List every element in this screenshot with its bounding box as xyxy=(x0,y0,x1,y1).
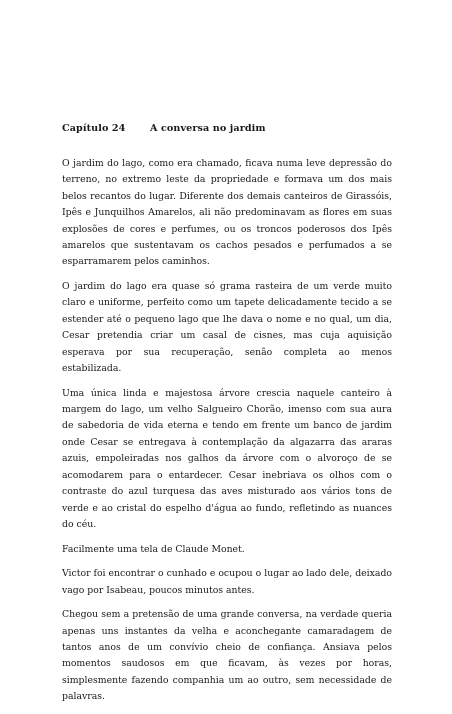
chapter-title: A conversa no jardim xyxy=(150,123,266,134)
paragraph: Chegou sem a pretensão de uma grande conversa, na verdade queria apenas uns instantes da velha e aconchegante camaradagem de tantos anos de um convívio cheio de confiança. Ansiava pelos momentos saudosos em que ficavam, às vezes por horas, simplesmente fazendo companhia um ao outro, sem necessidade de palavras. xyxy=(62,609,392,703)
paragraph: Facilmente uma tela de Claude Monet. xyxy=(62,543,245,555)
paragraph: Victor foi encontrar o cunhado e ocupou o lugar ao lado dele, deixado vago por Isabeau, poucos minutos antes. xyxy=(62,568,392,596)
paragraph: O jardim do lago, como era chamado, ficava numa leve depressão do terreno, no extremo leste da propriedade e formava um dos mais belos recantos do lugar. Diferente dos demais canteiros de Girassóis, Ipês e Junquilhos Amarelos, ali não predominavam as flores em suas explosões de cores e perfumes, ou os troncos poderosos dos Ipês amarelos que sustentavam os cachos pesados e perfumados a se esparramarem pelos caminhos. xyxy=(62,158,392,268)
chapter-number: Capítulo 24 xyxy=(62,123,126,134)
paragraph: O jardim do lago era quase só grama rasteira de um verde muito claro e uniforme, perfeito como um tapete delicadamente tecido a se estender até o pequeno lago que lhe dava o nome e no qual, um dia, Cesar pretendia criar um casal de cisnes, mas cuja aquisição esperava por sua recuperação, senão completa ao menos estabilizada. xyxy=(62,281,392,375)
paragraph: Uma única linda e majestosa árvore crescia naquele canteiro à margem do lago, um velho Salgueiro Chorão, imenso com sua aura de sabedoria de vida eterna e tendo em frente um banco de jardim onde Cesar se entregava à contemplação da algazarra das araras azuis, empoleiradas nos galhos da árvore com o alvoroço de se acomodarem para o entardecer. Cesar inebriava os olhos com o contraste do azul turquesa das aves misturado aos vários tons de verde e ao cristal do espelho d'água ao fundo, refletindo as nuances do céu. xyxy=(62,387,392,530)
chapter-body xyxy=(62,156,392,714)
chapter-heading xyxy=(62,123,266,134)
